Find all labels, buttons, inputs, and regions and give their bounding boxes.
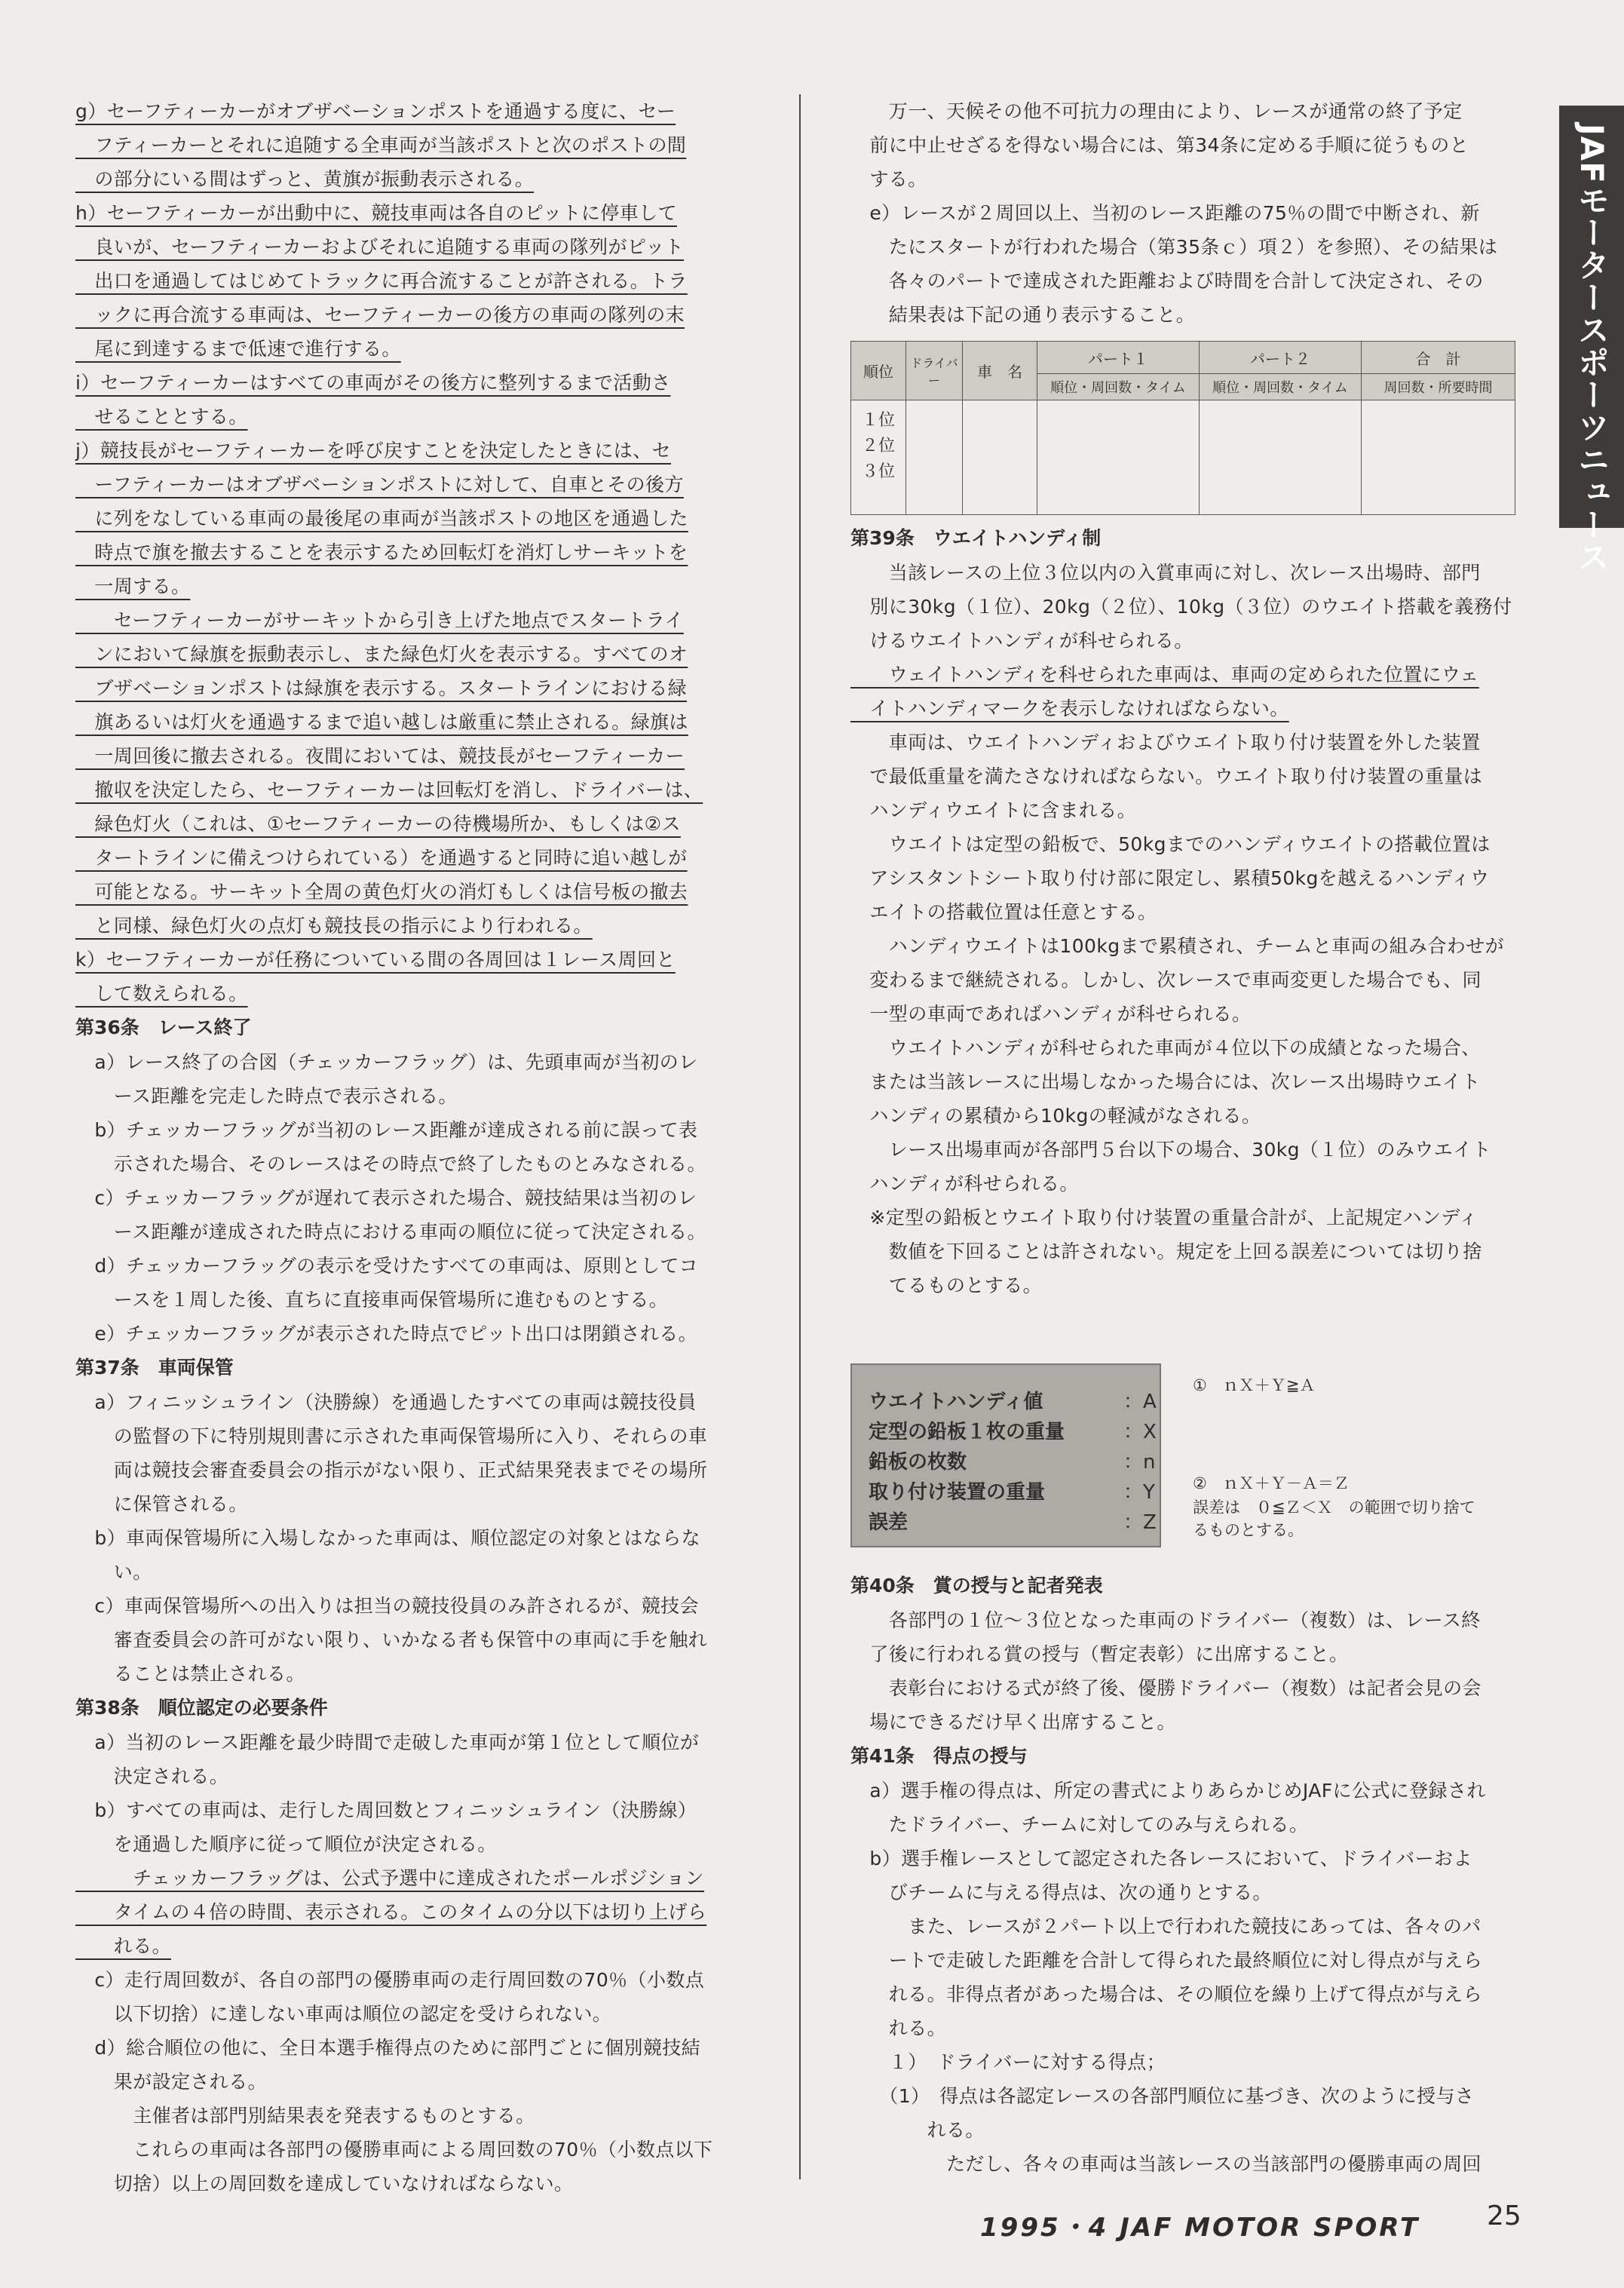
formula-label: 定型の鉛板１枚の重量 xyxy=(869,1421,1065,1443)
text-line: たにスタートが行われた場合（第35条ｃ）項２）を参照）、その結果は xyxy=(850,236,1498,258)
text-line: 万一、天候その他不可抗力の理由により、レースが通常の終了予定 xyxy=(850,100,1463,122)
text-line: で最低重量を満たさなければならない。ウエイト取り付け装置の重量は xyxy=(850,765,1483,787)
article-heading: 第38条 順位認定の必要条件 xyxy=(75,1697,328,1719)
col-part2: パート２ xyxy=(1200,342,1362,374)
text-line: れる。 xyxy=(75,1935,172,1957)
text-line: k）セーフティーカーが任務についている間の各周回は１レース周回と xyxy=(75,949,676,971)
formula-symbol: ：Z xyxy=(1123,1511,1157,1534)
col-part1: パート１ xyxy=(1037,342,1200,374)
text-line: 一周回後に撤去される。夜間においては、競技長がセーフティーカー xyxy=(75,745,685,767)
rank-cell xyxy=(851,400,906,515)
formula-label: 取り付け装置の重量 xyxy=(869,1481,1046,1504)
formula-symbol: ：A xyxy=(1123,1391,1157,1413)
text-line: けるウエイトハンディが科せられる。 xyxy=(850,630,1193,652)
left-column xyxy=(75,94,754,2201)
text-line: たドライバー、チームに対してのみ与えられる。 xyxy=(850,1814,1309,1836)
text-line: b）車両保管場所に入場しなかった車両は、順位認定の対象とはならな xyxy=(75,1527,701,1549)
sub-total: 周回数・所要時間 xyxy=(1362,374,1515,400)
formula-2: ② ｎＸ＋Ｙ－Ａ＝Ｚ xyxy=(1193,1474,1350,1492)
text-line: 可能となる。サーキット全周の黄色灯火の消灯もしくは信号板の撤去 xyxy=(75,881,688,903)
column-divider xyxy=(799,94,801,2179)
text-line: タイムの４倍の時間、表示される。このタイムの分以下は切り上げら xyxy=(75,1901,707,1923)
text-line: ※定型の鉛板とウエイト取り付け装置の重量合計が、上記規定ハンディ xyxy=(850,1207,1478,1228)
text-line: フティーカーとそれに追随する全車両が当該ポストと次のポストの間 xyxy=(75,134,687,156)
text-line: ウエイトハンディが科せられた車両が４位以下の成績となった場合、 xyxy=(850,1037,1481,1059)
text-line: ハンディウエイトに含まれる。 xyxy=(850,799,1137,821)
text-line: 別に30kg（１位）、20kg（２位）、10kg（３位）のウエイト搭載を義務付 xyxy=(850,596,1512,618)
text-line: または当該レースに出場しなかった場合には、次レース出場時ウエイト xyxy=(850,1071,1481,1093)
right-top-text xyxy=(850,94,1514,332)
driver-cell xyxy=(906,400,963,515)
text-line: e）レースが２周回以上、当初のレース距離の75％の間で中断され、新 xyxy=(850,202,1480,224)
text-line: に保管される。 xyxy=(75,1493,248,1515)
text-line: d）総合順位の他に、全日本選手権得点のために部門ごとに個別競技結 xyxy=(75,2037,701,2059)
text-line: a）レース終了の合図（チェッカーフラッグ）は、先頭車両が当初のレ xyxy=(75,1051,698,1073)
text-line: 旗あるいは灯火を通過するまで追い越しは厳重に禁止される。緑旗は xyxy=(75,711,688,733)
car-cell xyxy=(963,400,1037,515)
text-line: a）当初のレース距離を最少時間で走破した車両が第１位として順位が xyxy=(75,1731,700,1753)
text-line: j）競技長がセーフティーカーを呼び戻すことを決定したときには、セ xyxy=(75,440,671,462)
article-heading: 第41条 得点の授与 xyxy=(850,1745,1028,1767)
formula-symbol: ：n xyxy=(1123,1451,1156,1474)
text-line: して数えられる。 xyxy=(75,983,248,1004)
sub-part2: 順位・周回数・タイム xyxy=(1200,374,1362,400)
formula-label: 誤差 xyxy=(869,1511,909,1534)
text-line: ックに再合流する車両は、セーフティーカーの後方の車両の隊列の末 xyxy=(75,304,685,326)
formula-symbol: ：Y xyxy=(1123,1481,1155,1504)
text-line: タートラインに備えつけられている）を通過すると同時に追い越しが xyxy=(75,847,688,869)
formula-1: ① ｎＸ＋Ｙ≧Ａ xyxy=(1193,1376,1316,1394)
text-line: ハンディが科せられる。 xyxy=(850,1173,1079,1195)
text-line: ブザベーションポストは緑旗を表示する。スタートラインにおける緑 xyxy=(75,677,688,699)
text-line: 尾に到達するまで低速で進行する。 xyxy=(75,338,401,360)
col-rank: 順位 xyxy=(851,342,906,400)
text-line: （1） 得点は各認定レースの各部門順位に基づき、次のように授与さ xyxy=(850,2085,1475,2107)
text-line: ーフティーカーはオブザベーションポストに対して、自車とその後方 xyxy=(75,474,684,495)
text-line: ンにおいて緑旗を振動表示し、また緑色灯火を表示する。すべてのオ xyxy=(75,643,688,665)
text-line: 時点で旗を撤去することを表示するため回転灯を消灯しサーキットを xyxy=(75,541,688,563)
text-line: れる。非得点者があった場合は、その順位を繰り上げて得点が与えら xyxy=(850,1983,1482,2005)
text-line: h）セーフティーカーが出動中に、競技車両は各自のピットに停車して xyxy=(75,202,677,224)
text-line: 審査委員会の許可がない限り、いかなる者も保管中の車両に手を触れ xyxy=(75,1629,708,1651)
text-line: g）セーフティーカーがオブザベーションポストを通過する度に、セー xyxy=(75,100,676,122)
text-line: 前に中止せざるを得ない場合には、第34条に定める手順に従うものと xyxy=(850,134,1469,156)
text-line: b）チェッカーフラッグが当初のレース距離が達成される前に誤って表 xyxy=(75,1119,698,1141)
text-line: に列をなしている車両の最後尾の車両が当該ポストの地区を通過した xyxy=(75,508,688,529)
text-line: e）チェッカーフラッグが表示された時点でピット出口は閉鎖される。 xyxy=(75,1323,698,1345)
rank-3: ３位 xyxy=(861,462,895,481)
text-line: 各々のパートで達成された距離および時間を合計して決定され、その xyxy=(850,270,1484,292)
text-line: また、レースが２パート以上で行われた競技にあっては、各々のパ xyxy=(850,1915,1482,1937)
formula-label: ウエイトハンディ値 xyxy=(869,1391,1043,1413)
text-line: 両は競技会審査委員会の指示がない限り、正式結果発表までその場所 xyxy=(75,1459,708,1481)
text-line: これらの車両は各部門の優勝車両による周回数の70％（小数点以下 xyxy=(75,2139,713,2161)
text-line: れる。 xyxy=(850,2017,947,2039)
text-line: 当該レースの上位３位以内の入賞車両に対し、次レース出場時、部門 xyxy=(850,562,1481,584)
sidebar-label: JAFモータースポーツニュース xyxy=(1573,124,1610,573)
text-line: する。 xyxy=(850,168,927,190)
text-line: れる。 xyxy=(850,2119,985,2141)
text-line: 良いが、セーフティーカーおよびそれに追随する車両の隊列がピット xyxy=(75,236,685,258)
text-line: ース距離が達成された時点における車両の順位に従って決定される。 xyxy=(75,1221,706,1243)
text-line: 出口を通過してはじめてトラックに再合流することが許される。トラ xyxy=(75,270,688,292)
article-heading: 第37条 車両保管 xyxy=(75,1357,234,1379)
right-bottom-text xyxy=(850,1569,1514,2181)
text-line: セーフティーカーがサーキットから引き上げた地点でスタートライ xyxy=(75,609,684,631)
text-line: c）走行周回数が、各自の部門の優勝車両の走行周回数の70％（小数点 xyxy=(75,1969,705,1991)
text-line: a）フィニッシュライン（決勝線）を通過したすべての車両は競技役員 xyxy=(75,1391,697,1413)
text-line: 了後に行われる賞の授与（暫定表彰）に出席すること。 xyxy=(850,1643,1349,1665)
text-line: 主催者は部門別結果表を発表するものとする。 xyxy=(75,2105,535,2127)
text-line: 緑色灯火（これは、①セーフティーカーの待機場所か、もしくは②ス xyxy=(75,813,681,835)
text-line: 切捨）以上の周回数を達成していなければならない。 xyxy=(75,2173,574,2194)
text-line: と同様、緑色灯火の点灯も競技長の指示により行われる。 xyxy=(75,915,593,937)
text-line: を通過した順序に従って順位が決定される。 xyxy=(75,1833,497,1855)
col-driver: ドライバー xyxy=(906,342,963,400)
text-line: チェッカーフラッグは、公式予選中に達成されたポールポジション xyxy=(75,1867,705,1889)
formula-note: 誤差は ０≦Ｚ＜Ｘ の範囲で切り捨て xyxy=(1193,1498,1475,1517)
sidebar-section-tab xyxy=(1559,106,1624,573)
text-line: アシスタントシート取り付け部に限定し、累積50kgを越えるハンディウ xyxy=(850,867,1490,889)
text-line: 表彰台における式が終了後、優勝ドライバー（複数）は記者会見の会 xyxy=(850,1677,1482,1699)
rank-1: １位 xyxy=(861,411,895,430)
page-number: 25 xyxy=(1487,2201,1521,2231)
text-line: の監督の下に特別規則書に示された車両保管場所に入り、それらの車 xyxy=(75,1425,708,1447)
text-line: ウエイトは定型の鉛板で、50kgまでのハンディウエイトの搭載位置は xyxy=(850,833,1491,855)
text-line: せることとする。 xyxy=(75,406,248,428)
text-line: 各部門の１位～３位となった車両のドライバー（複数）は、レース終 xyxy=(850,1609,1481,1631)
text-line: b）選手権レースとして認定された各レースにおいて、ドライバーおよ xyxy=(850,1848,1472,1869)
text-line: 示された場合、そのレースはその時点で終了したものとみなされる。 xyxy=(75,1153,706,1175)
text-line: a）選手権の得点は、所定の書式によりあらかじめJAFに公式に登録され xyxy=(850,1780,1486,1802)
text-line: c）車両保管場所への出入りは担当の競技役員のみ許されるが、競技会 xyxy=(75,1595,699,1617)
text-line: ートで走破した距離を合計して得られた最終順位に対し得点が与えら xyxy=(850,1949,1483,1971)
text-line: ウェイトハンディを科せられた車両は、車両の定められた位置にウェ xyxy=(850,664,1479,685)
article-heading: 第36条 レース終了 xyxy=(75,1017,252,1038)
text-line: １） ドライバーに対する得点； xyxy=(850,2051,1166,2073)
text-line: 決定される。 xyxy=(75,1765,229,1787)
text-line: ースを１周した後、直ちに直接車両保管場所に進むものとする。 xyxy=(75,1289,669,1311)
text-line: ただし、各々の車両は当該レースの当該部門の優勝車両の周回 xyxy=(850,2153,1482,2175)
text-line: i）セーフティーカーはすべての車両がその後方に整列するまで活動さ xyxy=(75,372,671,394)
text-line: 変わるまで継続される。しかし、次レースで車両変更した場合でも、同 xyxy=(850,969,1482,991)
text-line: 一周する。 xyxy=(75,575,191,597)
magazine-footer: 1995・4 JAF MOTOR SPORT xyxy=(980,2213,1420,2243)
text-line: 結果表は下記の通り表示すること。 xyxy=(850,304,1196,326)
part1-cell xyxy=(1037,400,1200,515)
text-line: い。 xyxy=(75,1561,152,1583)
total-cell xyxy=(1362,400,1515,515)
formula-label: 鉛板の枚数 xyxy=(869,1451,967,1474)
text-line: b）すべての車両は、走行した周回数とフィニッシュライン（決勝線） xyxy=(75,1799,697,1821)
formula-symbol: ：X xyxy=(1123,1421,1157,1443)
formula-note: るものとする。 xyxy=(1193,1521,1304,1539)
results-table xyxy=(850,341,1515,515)
sub-part1: 順位・周回数・タイム xyxy=(1037,374,1200,400)
text-line: ることは禁止される。 xyxy=(75,1663,305,1685)
text-line: 場にできるだけ早く出席すること。 xyxy=(850,1711,1176,1733)
text-line: の部分にいる間はずっと、黄旗が振動表示される。 xyxy=(75,168,535,190)
table-row xyxy=(851,400,1515,515)
article-heading: 第40条 賞の授与と記者発表 xyxy=(850,1575,1103,1596)
text-line: 一型の車両であればハンディが科せられる。 xyxy=(850,1003,1252,1025)
rank-2: ２位 xyxy=(861,437,895,455)
text-line: ハンディの累積から10kgの軽減がなされる。 xyxy=(850,1105,1261,1127)
text-line: 撤収を決定したら、セーフティーカーは回転灯を消し、ドライバーは、 xyxy=(75,779,703,801)
text-line: 果が設定される。 xyxy=(75,2071,268,2093)
col-total: 合 計 xyxy=(1362,342,1515,374)
text-line: d）チェッカーフラッグの表示を受けたすべての車両は、原則としてコ xyxy=(75,1255,699,1277)
article-heading: 第39条 ウエイトハンディ制 xyxy=(850,527,1102,549)
text-line: イトハンディマークを表示しなければならない。 xyxy=(850,698,1289,719)
text-line: 数値を下回ることは許されない。規定を上回る誤差については切り捨 xyxy=(850,1241,1482,1262)
text-line: 以下切捨）に達しない車両は順位の認定を受けられない。 xyxy=(75,2003,612,2025)
part2-cell xyxy=(1200,400,1362,515)
right-column xyxy=(850,94,1514,1302)
right-mid-text xyxy=(850,521,1514,1302)
text-line: エイトの搭載位置は任意とする。 xyxy=(850,901,1157,923)
formula-definition-box xyxy=(850,1363,1161,1547)
text-line: レース出場車両が各部門５台以下の場合、30kg（１位）のみウエイト xyxy=(850,1139,1491,1161)
text-line: てるものとする。 xyxy=(850,1274,1043,1296)
text-line: ハンディウエイトは100kgまで累積され、チームと車両の組み合わせが xyxy=(850,935,1504,957)
text-line: c）チェッカーフラッグが遅れて表示された場合、競技結果は当初のレ xyxy=(75,1187,697,1209)
text-line: 車両は、ウエイトハンディおよびウエイト取り付け装置を外した装置 xyxy=(850,731,1481,753)
text-line: びチームに与える得点は、次の通りとする。 xyxy=(850,1882,1272,1903)
col-car: 車 名 xyxy=(963,342,1037,400)
text-line: ース距離を完走した時点で表示される。 xyxy=(75,1085,458,1107)
